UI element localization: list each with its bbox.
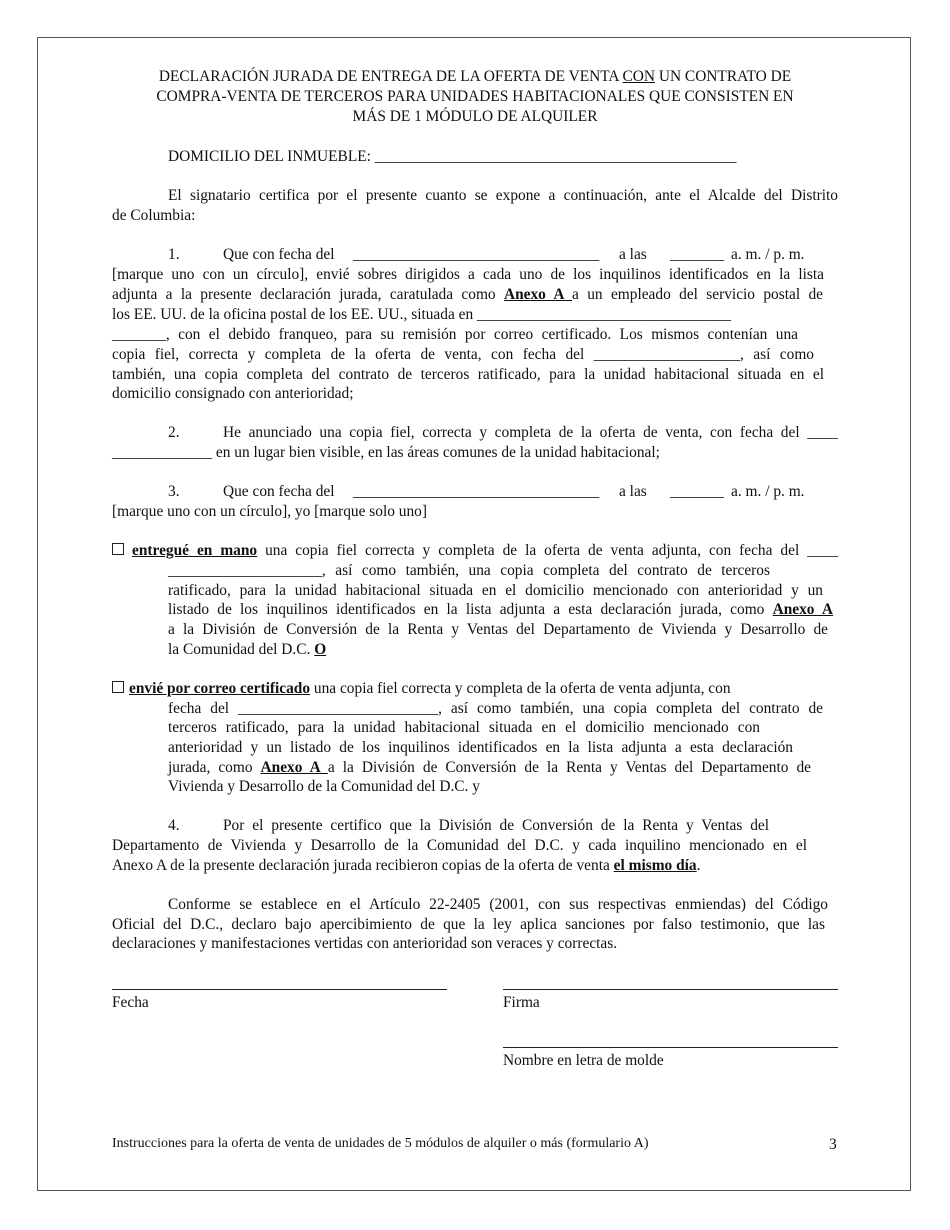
closing-line: Oficial del D.C., declaro bajo apercibimiento de que la ley aplica sanciones por falso testimonio, que las bbox=[112, 916, 825, 933]
or-marker: O bbox=[314, 641, 327, 658]
paragraph-3-text-cont: [marque uno con un círculo], yo [marque solo uno] bbox=[112, 503, 427, 520]
intro-text-cont: de Columbia: bbox=[112, 207, 196, 224]
intro-text: El signatario certifica por el presente cuanto se expone a continuación, ante el Alcalde del Distrito bbox=[168, 187, 838, 204]
p1-line: adjunta a la presente declaración jurada, caratulada como Anexo A a un empleado del servicio postal de bbox=[112, 286, 823, 303]
opt1-line: a la División de Conversión de la Renta y Ventas del Departamento de Vivienda y Desarrollo de bbox=[168, 621, 828, 638]
p1-line: también, una copia completa del contrato de terceros ratificado, para la unidad habitacional situada en el bbox=[112, 366, 824, 383]
closing-line: declaraciones y manifestaciones vertidas con anterioridad son veraces y correctas. bbox=[112, 935, 618, 952]
document-title: DECLARACIÓN JURADA DE ENTREGA DE LA OFERTA DE VENTA CON UN CONTRATO DE COMPRA-VENTA DE TERCEROS PARA UNIDADES HABITACIONALES QUE CONSISTEN EN MÁS DE 1 MÓDULO DE ALQUILER bbox=[156, 68, 794, 125]
opt1-line: ____________________, así como también, una copia completa del contrato de terceros bbox=[168, 562, 770, 579]
p4-line: Departamento de Vivienda y Desarrollo de la Comunidad del D.C. y cada inquilino mencionado en el bbox=[112, 837, 807, 854]
signature-line[interactable] bbox=[503, 989, 838, 990]
certified-mail-checkbox[interactable] bbox=[112, 681, 124, 693]
paragraph-3-number: 3. bbox=[168, 483, 180, 500]
printed-name-line[interactable] bbox=[503, 1047, 838, 1048]
p3-at-label: a las bbox=[619, 483, 647, 500]
printed-name-label: Nombre en letra de molde bbox=[503, 1052, 664, 1069]
p3-date-field[interactable]: ________________________________ bbox=[353, 483, 600, 500]
paragraph-4-text: Por el presente certifico que la División de Conversión de la Renta y Ventas del bbox=[223, 817, 769, 834]
annex-a-reference: Anexo A bbox=[260, 759, 328, 776]
opt1-line: ratificado, para la unidad habitacional situada en el domicilio mencionado con anterioridad y un bbox=[168, 582, 823, 599]
annex-a-reference: Anexo A bbox=[772, 601, 833, 618]
paragraph-4-number: 4. bbox=[168, 817, 180, 834]
p1-line: copia fiel, correcta y completa de la oferta de venta, con fecha del ___________________, así como bbox=[112, 346, 814, 363]
p1-line: [marque uno con un círculo], envié sobres dirigidos a cada uno de los inquilinos identificados en la lista bbox=[112, 266, 824, 283]
closing-text: Conforme se establece en el Artículo 22-2405 (2001, con sus respectivas enmiendas) del Código bbox=[168, 896, 828, 913]
p1-line: _______, con el debido franqueo, para su remisión por correo certificado. Los mismos contenían una bbox=[112, 326, 798, 343]
paragraph-2-text-cont: _____________ en un lugar bien visible, en las áreas comunes de la unidad habitacional; bbox=[112, 444, 660, 461]
p4-line: Anexo A de la presente declaración jurada recibieron copias de la oferta de venta el mismo día. bbox=[112, 857, 701, 874]
option-certified-mail: envié por correo certificado una copia fiel correcta y completa de la oferta de venta adjunta, con bbox=[112, 679, 731, 699]
opt1-line: listado de los inquilinos identificados en la lista adjunta a esta declaración jurada, como Anexo A bbox=[168, 601, 833, 618]
paragraph-1-number: 1. bbox=[168, 246, 180, 263]
paragraph-2-text: He anunciado una copia fiel, correcta y completa de la oferta de venta, con fecha del ____ bbox=[223, 424, 838, 441]
paragraph-3-text: Que con fecha del bbox=[223, 483, 335, 500]
hand-delivery-checkbox[interactable] bbox=[112, 543, 124, 555]
p3-ampm-label: a. m. / p. m. bbox=[731, 483, 805, 500]
paragraph-2-number: 2. bbox=[168, 424, 180, 441]
date-label: Fecha bbox=[112, 994, 149, 1011]
property-address-line: DOMICILIO DEL INMUEBLE: _______________________________________________ bbox=[168, 148, 737, 165]
opt2-line: terceros ratificado, para la unidad habitacional situada en el domicilio mencionado con bbox=[168, 719, 760, 736]
p3-time-field[interactable]: _______ bbox=[670, 483, 724, 500]
p1-line: domicilio consignado con anterioridad; bbox=[112, 385, 354, 402]
paragraph-1-text: Que con fecha del bbox=[223, 246, 335, 263]
opt2-line: fecha del __________________________, así como también, una copia completa del contrato de bbox=[168, 700, 823, 717]
date-signature-line[interactable] bbox=[112, 989, 447, 990]
opt1-line: la Comunidad del D.C. O bbox=[168, 641, 327, 658]
page-number: 3 bbox=[829, 1136, 837, 1153]
signature-label: Firma bbox=[503, 994, 540, 1011]
p1-ampm-label: a. m. / p. m. bbox=[731, 246, 805, 263]
option-hand-delivery: entregué en mano una copia fiel correcta y completa de la oferta de venta adjunta, con fecha del ____ bbox=[112, 541, 838, 561]
opt2-line: anterioridad y un listado de los inquilinos identificados en la lista adjunta a esta declaración bbox=[168, 739, 793, 756]
property-address-field[interactable]: _______________________________________________ bbox=[374, 148, 737, 165]
p1-at-label: a las bbox=[619, 246, 647, 263]
p1-line: los EE. UU. de la oficina postal de los EE. UU., situada en _________________________________ bbox=[112, 306, 731, 323]
footer-text: Instrucciones para la oferta de venta de unidades de 5 módulos de alquiler o más (formulario A) bbox=[112, 1136, 649, 1151]
annex-a-reference: Anexo A bbox=[503, 286, 573, 303]
p1-time-field[interactable]: _______ bbox=[670, 246, 724, 263]
opt2-line: Vivienda y Desarrollo de la Comunidad del D.C. y bbox=[168, 778, 480, 795]
same-day-emphasis: el mismo día bbox=[613, 857, 697, 874]
p1-date-field[interactable]: ________________________________ bbox=[353, 246, 600, 263]
opt2-line: jurada, como Anexo A a la División de Conversión de la Renta y Ventas del Departamento de bbox=[168, 759, 811, 776]
